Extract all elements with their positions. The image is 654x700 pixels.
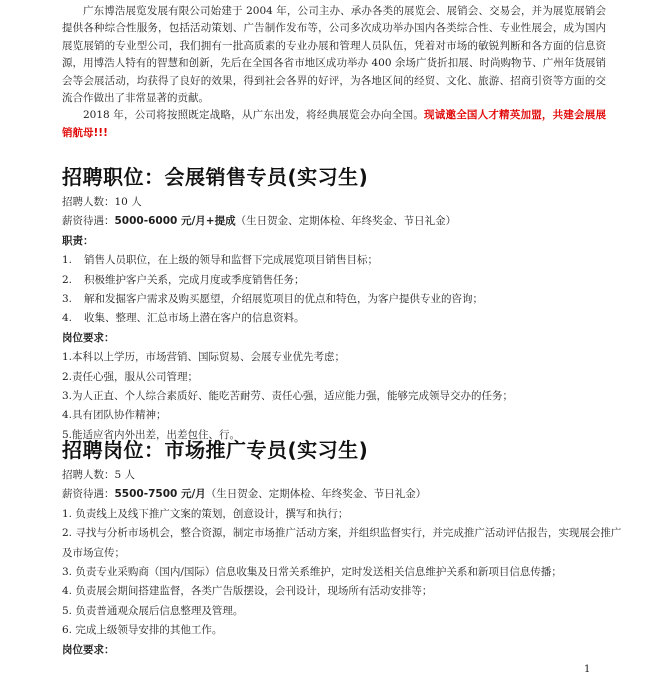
list-item: 2.责任心强，服从公司管理； <box>62 370 199 383</box>
list-item: 1.本科以上学历，市场营销、国际贸易、会展专业优先考虑； <box>62 351 346 364</box>
job1-duties-title: 职责： <box>62 234 94 247</box>
job1-salary <box>62 212 622 231</box>
list-item: 5. 负责普通观众展后信息整理及管理。 <box>62 604 244 617</box>
headcount-label: 招聘人数： <box>62 196 115 208</box>
salary-value: 5500-7500 元/月 <box>114 488 206 501</box>
list-item: 5.能适应省内外出差，出差包住、行。 <box>62 428 241 441</box>
list-item: 4.具有团队协作精神； <box>62 409 167 422</box>
list-item: 3.为人正直、个人综合素质好、能吃苦耐劳、责任心强，适应能力强，能够完成领导交办的任务； <box>62 390 514 403</box>
list-item: 2. 寻找与分析市场机会，整合资源，制定市场推广活动方案，并组织监督实行，并完成推广活动评估报告，实现展会推广及市场宣传； <box>62 527 622 559</box>
job1-section <box>62 193 622 445</box>
job2-requirements-title: 岗位要求： <box>62 643 115 656</box>
intro-paragraph-2 <box>62 107 606 142</box>
salary-label: 薪资待遇： <box>62 488 115 501</box>
headcount-label: 招聘人数： <box>62 469 115 481</box>
job2-section <box>62 466 622 660</box>
job1-requirements-title: 岗位要求： <box>62 331 115 344</box>
salary-benefits: （生日贺金、定期体检、年终奖金、节日礼金） <box>205 488 427 501</box>
salary-value: 5000-6000 元/月+提成 <box>114 215 236 228</box>
intro-strategy-text: 2018 年，公司将按照既定战略，从广东出发，将经典展览会办向全国。 <box>83 109 425 122</box>
page-number: 1 <box>584 664 591 675</box>
job2-salary <box>62 485 622 504</box>
salary-benefits: （生日贺金、定期体检、年终奖金、节日礼金） <box>235 215 457 228</box>
list-item: 4. 负责展会期间搭建监督，各类广告版摆设，会刊设计，现场所有活动安排等； <box>62 585 433 598</box>
list-item: 1. 负责线上及线下推广文案的策划，创意设计，撰写和执行； <box>62 507 349 520</box>
job2-title: 招聘岗位：市场推广专员(实习生) <box>62 438 369 462</box>
list-item: 6. 完成上级领导安排的其他工作。 <box>62 624 223 637</box>
list-item: 3. 解和发掘客户需求及购买愿望，介绍展览项目的优点和特色，为客户提供专业的咨询； <box>62 293 483 306</box>
headcount-value: 5 人 <box>114 469 136 481</box>
salary-label: 薪资待遇： <box>62 215 115 228</box>
job2-headcount <box>62 466 622 485</box>
list-item: 3. 负责专业采购商（国内/国际）信息收集及日常关系维护，定时发送相关信息维护关系和新项目信息传播； <box>62 566 562 579</box>
headcount-value: 10 人 <box>114 196 142 208</box>
list-item: 1. 销售人员职位，在上级的领导和监督下完成展览项目销售目标； <box>62 254 378 267</box>
recruit-invitation: 现诚邀全国人才精英加盟，共建会展展销航母!!! <box>62 109 607 139</box>
job1-headcount <box>62 193 622 212</box>
list-item: 4. 收集、整理、汇总市场上潜在客户的信息资料。 <box>62 312 305 325</box>
list-item: 2. 积极维护客户关系，完成月度或季度销售任务； <box>62 273 305 286</box>
company-intro <box>62 3 606 142</box>
job1-title: 招聘职位：会展销售专员(实习生) <box>62 165 369 189</box>
intro-paragraph-1: 广东博浩展览发展有限公司始建于 2004 年，公司主办、承办各类的展览会、展销会、交易会，并为展览展销会提供各种综合性服务，包括活动策划、广告制作发布等，公司多次成功举办国内各类综合性、专业性展会，成为国内展览展销的专业型公司，我们拥有一批高质素的专业办展和管理人员队伍，凭着对市场的敏锐判断和各方面的信息资源，用博浩人特有的智慧和创新，先后在全国各省市地区成功举办 400 余场广货折扣展、时尚购物节、广州年货展销会等会展活动，均获得了良好的效果，得到社会各界的好评，为各地区间的经贸、文化、旅游、招商引资等方面的交流合作做出了非常显著的贡献。 <box>62 5 606 105</box>
